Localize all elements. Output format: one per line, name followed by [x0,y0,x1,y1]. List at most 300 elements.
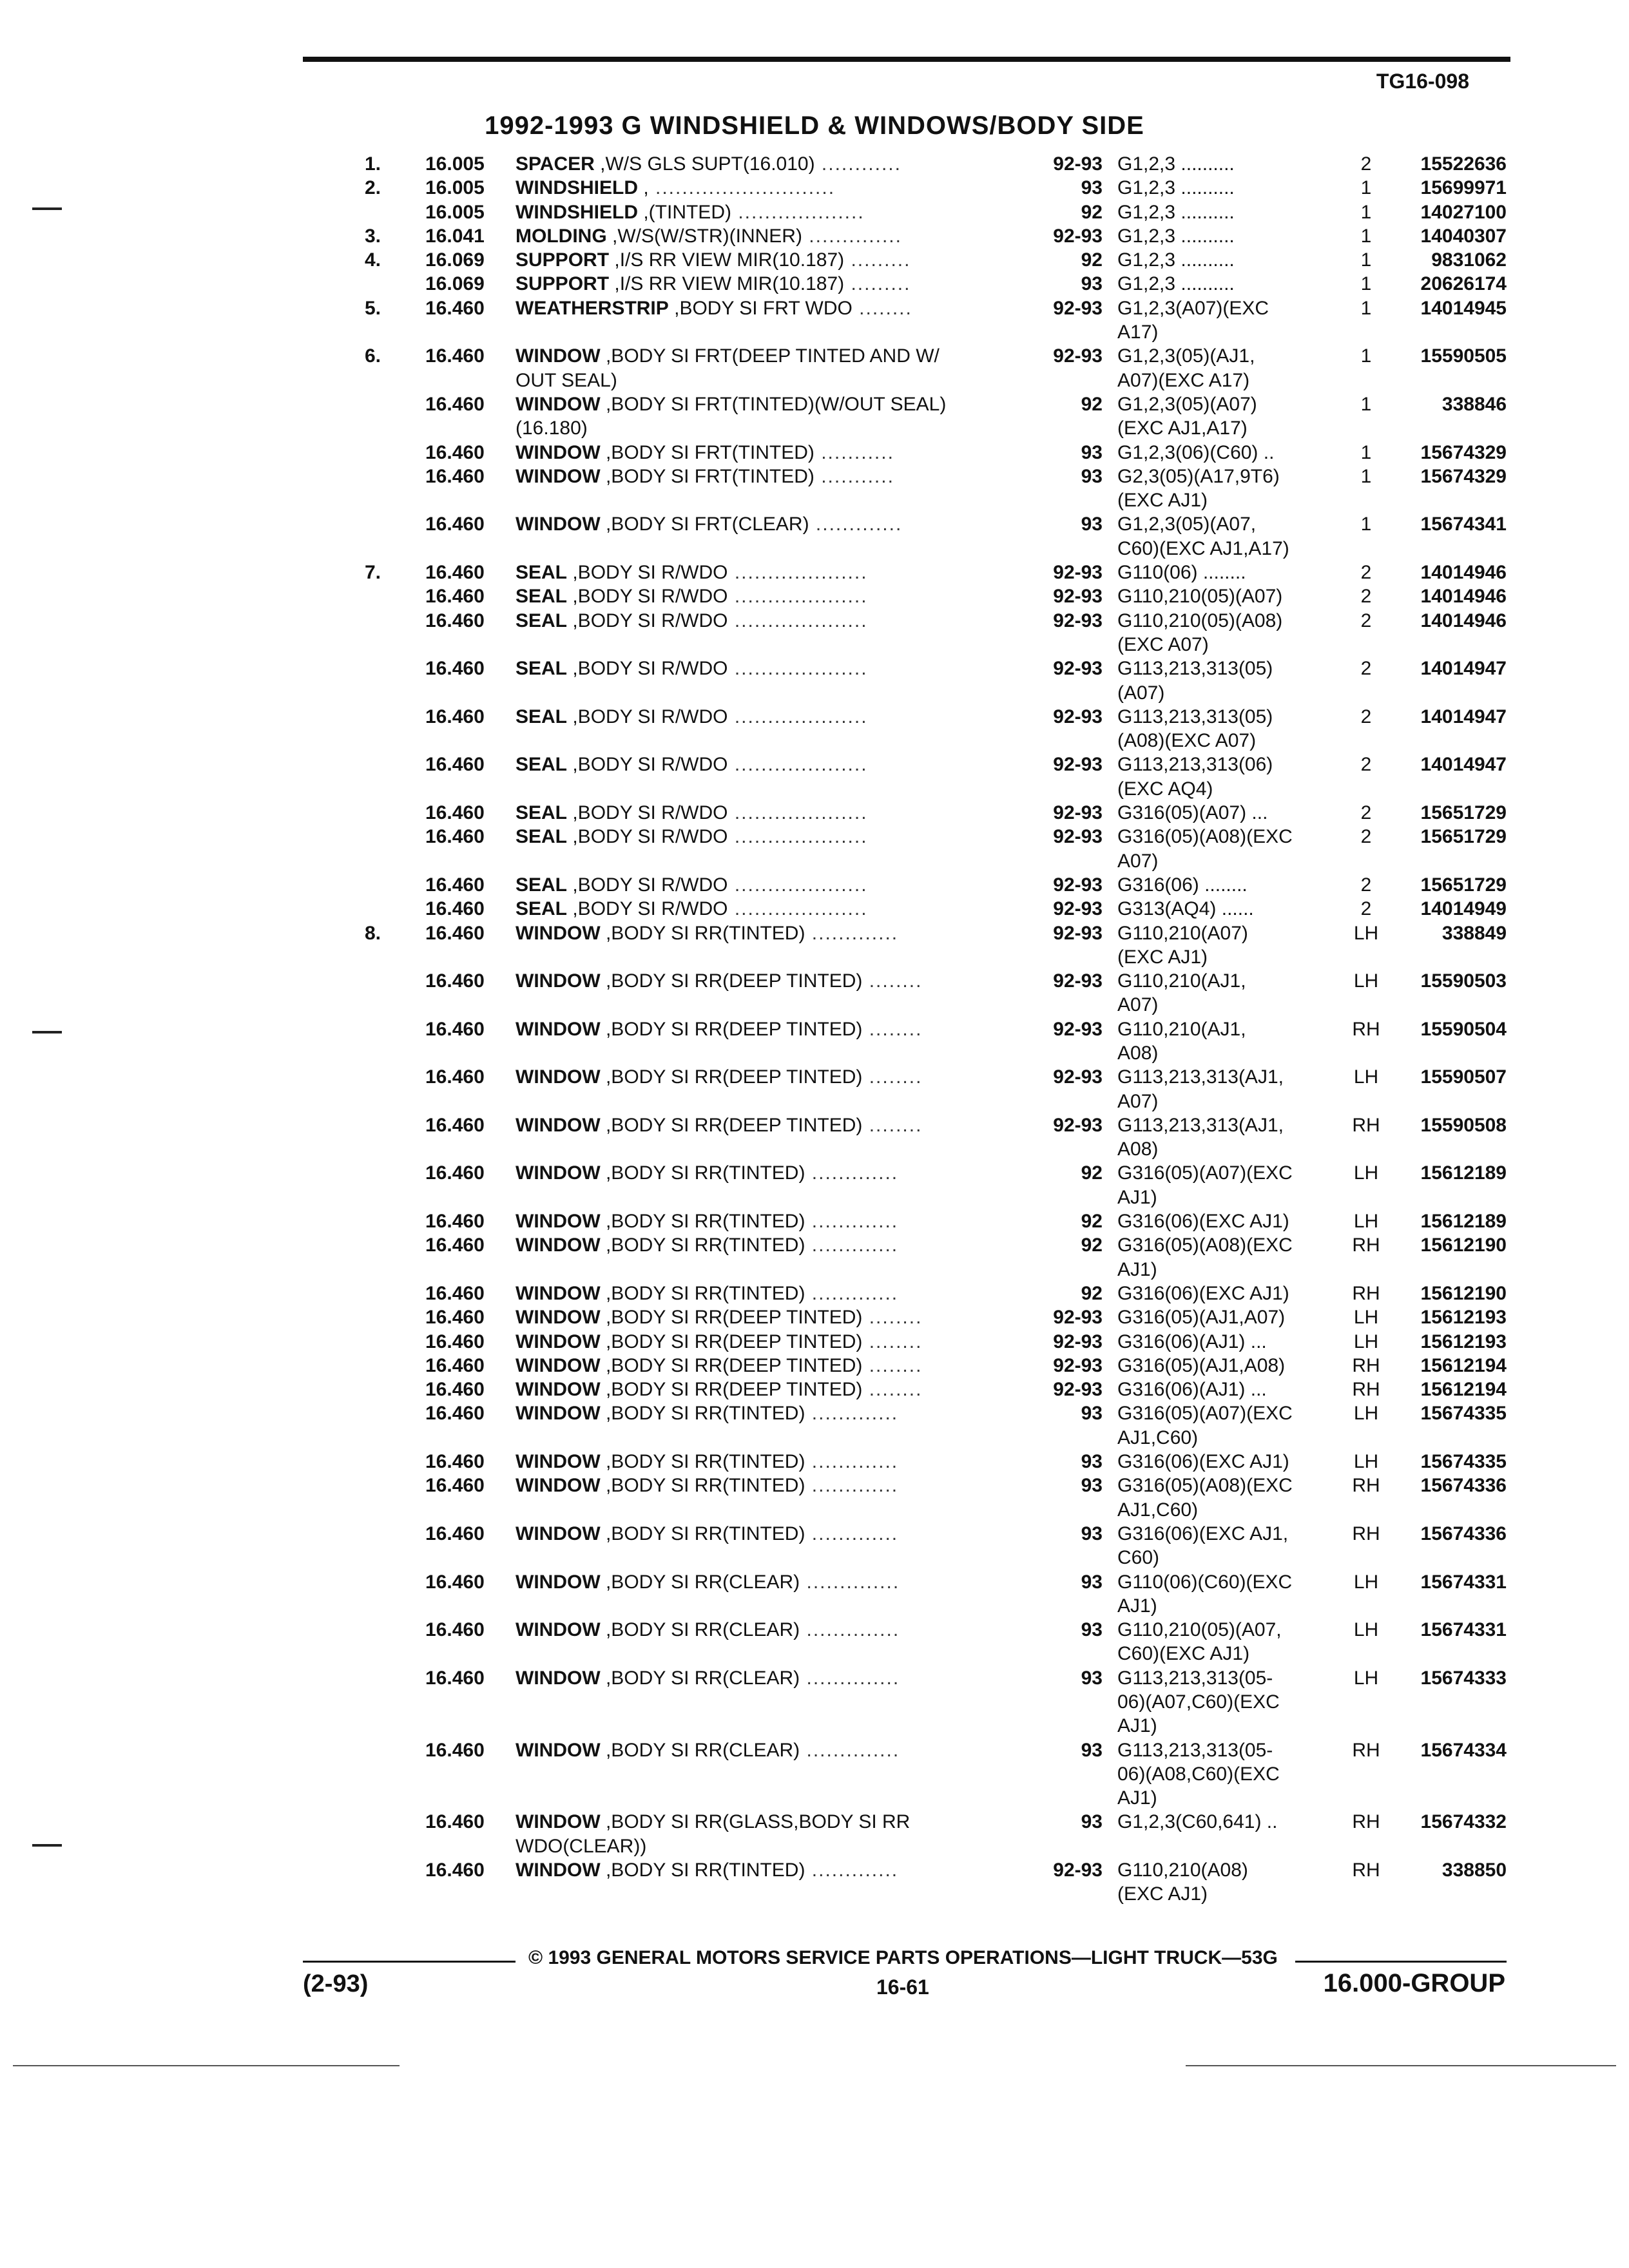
model-usage: G110,210(AJ1, [1117,1018,1246,1040]
part-description [516,705,868,729]
model-usage: 06)(A07,C60)(EXC [1117,1691,1280,1713]
part-name: WINDOW [516,441,601,463]
item-number: 1. [365,153,381,175]
part-detail: ,BODY SI R/WDO [567,802,728,824]
table-row [0,1113,1629,1137]
part-description [516,1858,898,1882]
model-usage: A17) [1117,322,1159,343]
model-usage: G110,210(05)(A07, [1117,1619,1282,1641]
group-number: 16.460 [425,1571,485,1593]
model-usage: AJ1) [1117,1715,1157,1737]
footer-rule [1295,1961,1507,1963]
quantity: 1 [1360,393,1372,415]
quantity: 2 [1360,562,1372,584]
part-name: SEAL [516,586,568,608]
part-name: SEAL [516,802,568,824]
table-row [0,1450,1629,1474]
part-name: SEAL [516,658,568,680]
quantity: 1 [1360,177,1372,199]
part-number: 14014947 [1420,658,1507,680]
quantity: LH [1353,1307,1379,1329]
part-detail: ,BODY SI R/WDO [567,874,728,896]
quantity: 2 [1360,802,1372,824]
part-number: 15674333 [1420,1667,1507,1689]
model-usage: G316(06)(EXC AJ1, [1117,1523,1289,1544]
table-row [0,1786,1629,1810]
part-detail: ,BODY SI FRT(TINTED) [600,441,815,463]
part-name: WINDSHIELD [516,177,638,199]
part-number: 15651729 [1420,826,1507,848]
part-description [516,1305,922,1329]
table-row [0,729,1629,753]
table-row [0,657,1629,680]
table-row [0,873,1629,897]
part-name: WINDOW [516,1619,601,1641]
table-row [0,392,1629,416]
quantity: 1 [1360,345,1372,367]
quantity: 2 [1360,610,1372,631]
leader-dots: .............. [800,1619,900,1641]
quantity: 2 [1360,826,1372,848]
part-description [516,1161,898,1185]
part-description [516,248,911,272]
table-row [0,1642,1629,1666]
part-description [516,873,868,897]
model-year: 92-93 [1053,826,1103,848]
leader-dots: .............. [800,1739,900,1761]
part-description [516,921,898,945]
model-usage: G1,2,3(C60,641) .. [1117,1811,1278,1833]
model-year: 92-93 [1053,898,1103,920]
quantity: 2 [1360,874,1372,896]
model-usage: G110,210(A07) [1117,922,1248,944]
part-description [516,200,865,224]
part-detail: ,BODY SI FRT(TINTED)(W/OUT SEAL) [600,393,947,415]
table-row [0,1498,1629,1522]
part-detail: ,BODY SI RR(TINTED) [600,1523,805,1544]
table-row [0,1354,1629,1378]
table-row [0,825,1629,849]
model-year: 92-93 [1053,1114,1103,1136]
leader-dots: .................... [728,562,868,584]
model-usage: G110,210(A08) [1117,1860,1248,1881]
model-usage: G1,2,3(05)(A07, [1117,514,1257,535]
part-detail: ,BODY SI RR(CLEAR) [600,1619,800,1641]
part-detail: WDO(CLEAR)) [516,1835,647,1857]
model-usage: G316(05)(A07)(EXC [1117,1162,1293,1184]
model-usage: G316(06) ........ [1117,874,1248,896]
part-detail: ,BODY SI RR(DEEP TINTED) [600,1066,863,1088]
group-number: 16.460 [425,610,485,631]
leader-dots: .................... [728,826,868,848]
leader-dots: .................... [728,610,868,631]
table-row [0,488,1629,512]
table-row [0,777,1629,801]
model-year: 92-93 [1053,874,1103,896]
part-name: WINDOW [516,465,601,487]
table-row [0,753,1629,776]
model-year: 92-93 [1053,1379,1103,1401]
part-detail: ,BODY SI RR(TINTED) [600,1235,805,1256]
leader-dots: ......... [844,249,911,271]
model-usage: G113,213,313(06) [1117,754,1273,776]
part-number: 15612189 [1420,1211,1507,1233]
model-year: 92-93 [1053,1354,1103,1376]
model-usage: A08) [1117,1042,1159,1064]
group-number: 16.460 [425,514,485,535]
table-row [0,272,1629,296]
part-detail: ,BODY SI RR(TINTED) [600,1860,805,1881]
part-detail: ,BODY SI FRT WDO [668,297,853,319]
quantity: LH [1353,1331,1379,1352]
part-description [516,801,868,825]
group-number: 16.460 [425,1211,485,1233]
quantity: 1 [1360,441,1372,463]
date-code: (2-93) [303,1970,369,1997]
part-description [516,1401,898,1425]
table-row [0,1137,1629,1161]
part-name: WINDOW [516,514,601,535]
model-year: 92-93 [1053,1860,1103,1881]
model-usage: C60)(EXC AJ1,A17) [1117,537,1289,559]
quantity: LH [1353,1571,1379,1593]
part-name: WINDSHIELD [516,201,638,223]
group-number: 16.460 [425,1860,485,1881]
quantity: 2 [1360,153,1372,175]
model-usage: G110,210(AJ1, [1117,970,1246,992]
model-year: 93 [1081,514,1103,535]
model-usage: G110,210(05)(A07) [1117,586,1283,608]
quantity: 1 [1360,465,1372,487]
model-year: 92-93 [1053,562,1103,584]
group-number: 16.460 [425,393,485,415]
table-row [0,416,1629,440]
table-row [0,248,1629,272]
part-number: 20626174 [1420,273,1507,295]
model-year: 92-93 [1053,586,1103,608]
leader-dots: ............. [805,922,899,944]
table-row [0,1426,1629,1450]
part-name: SPACER [516,153,595,175]
model-usage: A08) [1117,1139,1159,1160]
table-row [0,1810,1629,1834]
group-number: 16.041 [425,225,485,247]
table-row [0,320,1629,344]
quantity: LH [1353,1211,1379,1233]
model-usage: G113,213,313(AJ1, [1117,1114,1284,1136]
leader-dots: ............. [809,514,903,535]
quantity: RH [1352,1379,1380,1401]
part-name: WINDOW [516,1018,601,1040]
part-number: 9831062 [1431,249,1507,271]
model-usage: (EXC AJ1) [1117,1883,1208,1905]
quantity: LH [1353,1667,1379,1689]
model-usage: G316(05)(AJ1,A08) [1117,1354,1286,1376]
part-number: 15674336 [1420,1523,1507,1544]
part-detail: ,BODY SI RR(CLEAR) [600,1667,800,1689]
quantity: 1 [1360,249,1372,271]
table-row [0,1714,1629,1738]
group-number: 16.460 [425,297,485,319]
part-detail: ,I/S RR VIEW MIR(10.187) [609,249,845,271]
part-description [516,1233,898,1257]
part-description [516,1618,900,1642]
group-number: 16.460 [425,658,485,680]
model-usage: G110(06) ........ [1117,562,1246,584]
part-description [516,1378,922,1401]
model-year: 93 [1081,465,1103,487]
part-detail: ,BODY SI RR(CLEAR) [600,1739,800,1761]
part-detail: ,BODY SI RR(TINTED) [600,1475,805,1497]
leader-dots: ......... [844,273,911,295]
leader-dots: .............. [800,1667,900,1689]
model-usage: (EXC A07) [1117,633,1209,655]
part-description [516,825,868,849]
part-description [516,969,922,993]
model-year: 93 [1081,273,1103,295]
model-usage: G1,2,3(05)(AJ1, [1117,345,1255,367]
model-year: 93 [1081,441,1103,463]
quantity: 1 [1360,514,1372,535]
quantity: 1 [1360,273,1372,295]
part-name: WINDOW [516,1739,601,1761]
group-number: 16.460 [425,586,485,608]
model-year: 93 [1081,1475,1103,1497]
part-number: 14014947 [1420,706,1507,727]
model-year: 93 [1081,1523,1103,1544]
part-name: WINDOW [516,1379,601,1401]
table-row [0,1570,1629,1594]
part-detail: ,BODY SI R/WDO [567,658,728,680]
part-detail: ,BODY SI RR(TINTED) [600,1282,805,1304]
part-number: 15590507 [1420,1066,1507,1088]
model-year: 92-93 [1053,345,1103,367]
model-usage: G2,3(05)(A17,9T6) [1117,465,1280,487]
part-number: 15612194 [1420,1379,1507,1401]
part-detail: ,W/S(W/STR)(INNER) [606,225,802,247]
part-number: 14014947 [1420,754,1507,776]
part-detail: ,BODY SI RR(TINTED) [600,1451,805,1473]
table-row [0,1305,1629,1329]
group-number: 16.460 [425,1331,485,1352]
group-number: 16.460 [425,1379,485,1401]
model-usage: AJ1) [1117,1186,1157,1208]
part-name: WINDOW [516,1403,601,1425]
quantity: LH [1353,922,1379,944]
leader-dots: ............. [805,1860,899,1881]
part-name: WINDOW [516,1451,601,1473]
group-number: 16.460 [425,1282,485,1304]
model-usage: A07) [1117,1090,1159,1112]
table-row [0,681,1629,705]
model-usage: (EXC AJ1) [1117,490,1208,512]
part-number: 15651729 [1420,802,1507,824]
model-year: 92-93 [1053,225,1103,247]
table-row [0,1858,1629,1882]
model-usage: AJ1,C60) [1117,1499,1199,1521]
part-detail: ,BODY SI RR(TINTED) [600,1211,805,1233]
leader-dots: ............. [805,1403,899,1425]
part-number: 14014946 [1420,586,1507,608]
part-name: WINDOW [516,1307,601,1329]
part-description [516,1810,910,1834]
part-description [516,224,902,248]
part-description [516,344,940,368]
quantity: RH [1352,1282,1380,1304]
group-number: 16.460 [425,1523,485,1544]
model-year: 93 [1081,1571,1103,1593]
table-row [0,1546,1629,1570]
leader-dots: ........ [862,1307,923,1329]
table-row [0,1474,1629,1497]
table-row [0,633,1629,657]
part-number: 15699971 [1420,177,1507,199]
part-description [516,1065,922,1089]
part-number: 15590505 [1420,345,1507,367]
part-detail: ,BODY SI R/WDO [567,898,728,920]
part-description [516,272,911,296]
page-title: 1992-1993 G WINDSHIELD & WINDOWS/BODY SIDE [485,111,1144,140]
model-usage: G316(05)(A07)(EXC [1117,1403,1293,1425]
part-name: WINDOW [516,1162,601,1184]
quantity: RH [1352,1523,1380,1544]
group-label: 16.000-GROUP [1323,1969,1505,1997]
model-year: 93 [1081,177,1103,199]
model-usage: G1,2,3 .......... [1117,177,1235,199]
part-name: WINDOW [516,1571,601,1593]
part-description [516,1834,646,1858]
leader-dots: ............. [805,1282,899,1304]
group-number: 16.460 [425,754,485,776]
part-description [516,1017,922,1041]
part-description [516,392,946,416]
group-number: 16.460 [425,706,485,727]
model-usage: G316(05)(A08)(EXC [1117,1475,1293,1497]
model-usage: G1,2,3(A07)(EXC [1117,297,1269,319]
model-usage: G113,213,313(AJ1, [1117,1066,1284,1088]
model-usage: (EXC AQ4) [1117,778,1213,800]
table-row [0,705,1629,729]
group-number: 16.069 [425,249,485,271]
part-name: WINDOW [516,1114,601,1136]
leader-dots: ........ [862,970,923,992]
leader-dots: .................... [728,658,868,680]
part-name: WINDOW [516,1235,601,1256]
group-number: 16.460 [425,1667,485,1689]
part-description [516,512,902,536]
part-number: 15674331 [1420,1571,1507,1593]
quantity: LH [1353,1619,1379,1641]
model-usage: G316(05)(A08)(EXC [1117,1235,1293,1256]
leader-dots: .................... [728,706,868,727]
part-number: 15674329 [1420,441,1507,463]
model-year: 92 [1081,1282,1103,1304]
group-number: 16.460 [425,826,485,848]
table-row [0,849,1629,873]
part-detail: ,BODY SI R/WDO [567,562,728,584]
table-row [0,1666,1629,1690]
part-detail: ,BODY SI RR(GLASS,BODY SI RR [600,1811,911,1833]
model-year: 93 [1081,1451,1103,1473]
model-usage: G316(06)(AJ1) ... [1117,1331,1267,1352]
quantity: LH [1353,1066,1379,1088]
leader-dots: ............. [805,1235,899,1256]
model-usage: C60)(EXC AJ1) [1117,1643,1250,1665]
item-number: 7. [365,562,381,584]
quantity: 1 [1360,201,1372,223]
group-number: 16.460 [425,1475,485,1497]
part-detail: ,BODY SI RR(DEEP TINTED) [600,1331,863,1352]
table-row [0,993,1629,1017]
leader-dots: ........... [814,441,894,463]
model-year: 92-93 [1053,1066,1103,1088]
part-name: SEAL [516,610,568,631]
part-detail: OUT SEAL) [516,369,617,391]
group-number: 16.460 [425,922,485,944]
model-year: 93 [1081,1667,1103,1689]
item-number: 4. [365,249,381,271]
part-description [516,465,894,488]
part-description [516,561,868,584]
part-name: SEAL [516,874,568,896]
table-row [0,200,1629,224]
group-number: 16.460 [425,898,485,920]
page-number: 16-61 [876,1975,929,1999]
table-row [0,1834,1629,1858]
quantity: LH [1353,1451,1379,1473]
part-detail: ,BODY SI R/WDO [567,754,728,776]
model-year: 92-93 [1053,922,1103,944]
table-row [0,1186,1629,1209]
table-row [0,296,1629,320]
part-name: WINDOW [516,1331,601,1352]
document-code: TG16-098 [1376,70,1469,93]
part-name: SUPPORT [516,249,610,271]
part-description [516,1330,922,1354]
model-year: 92-93 [1053,658,1103,680]
group-number: 16.460 [425,1066,485,1088]
part-number: 15674335 [1420,1403,1507,1425]
model-usage: G113,213,313(05) [1117,706,1273,727]
model-usage: G316(06)(AJ1) ... [1117,1379,1267,1401]
group-number: 16.460 [425,1114,485,1136]
table-row [0,561,1629,584]
part-detail: ,BODY SI RR(TINTED) [600,922,805,944]
part-number: 15590508 [1420,1114,1507,1136]
part-name: WINDOW [516,1523,601,1544]
part-name: MOLDING [516,225,607,247]
table-row [0,1690,1629,1714]
group-number: 16.460 [425,345,485,367]
table-row [0,1618,1629,1642]
table-row [0,945,1629,969]
part-description [516,1450,898,1474]
group-number: 16.460 [425,970,485,992]
model-usage: AJ1) [1117,1787,1157,1809]
part-name: SEAL [516,754,568,776]
part-description [516,1113,922,1137]
part-detail: ,BODY SI RR(DEEP TINTED) [600,1379,863,1401]
model-usage: (A07) [1117,682,1165,704]
model-usage: A07) [1117,850,1159,872]
model-year: 92 [1081,249,1103,271]
part-number: 338850 [1441,1860,1507,1881]
model-usage: A07) [1117,994,1159,1016]
model-year: 93 [1081,1739,1103,1761]
table-row [0,176,1629,200]
quantity: LH [1353,970,1379,992]
quantity: 2 [1360,658,1372,680]
